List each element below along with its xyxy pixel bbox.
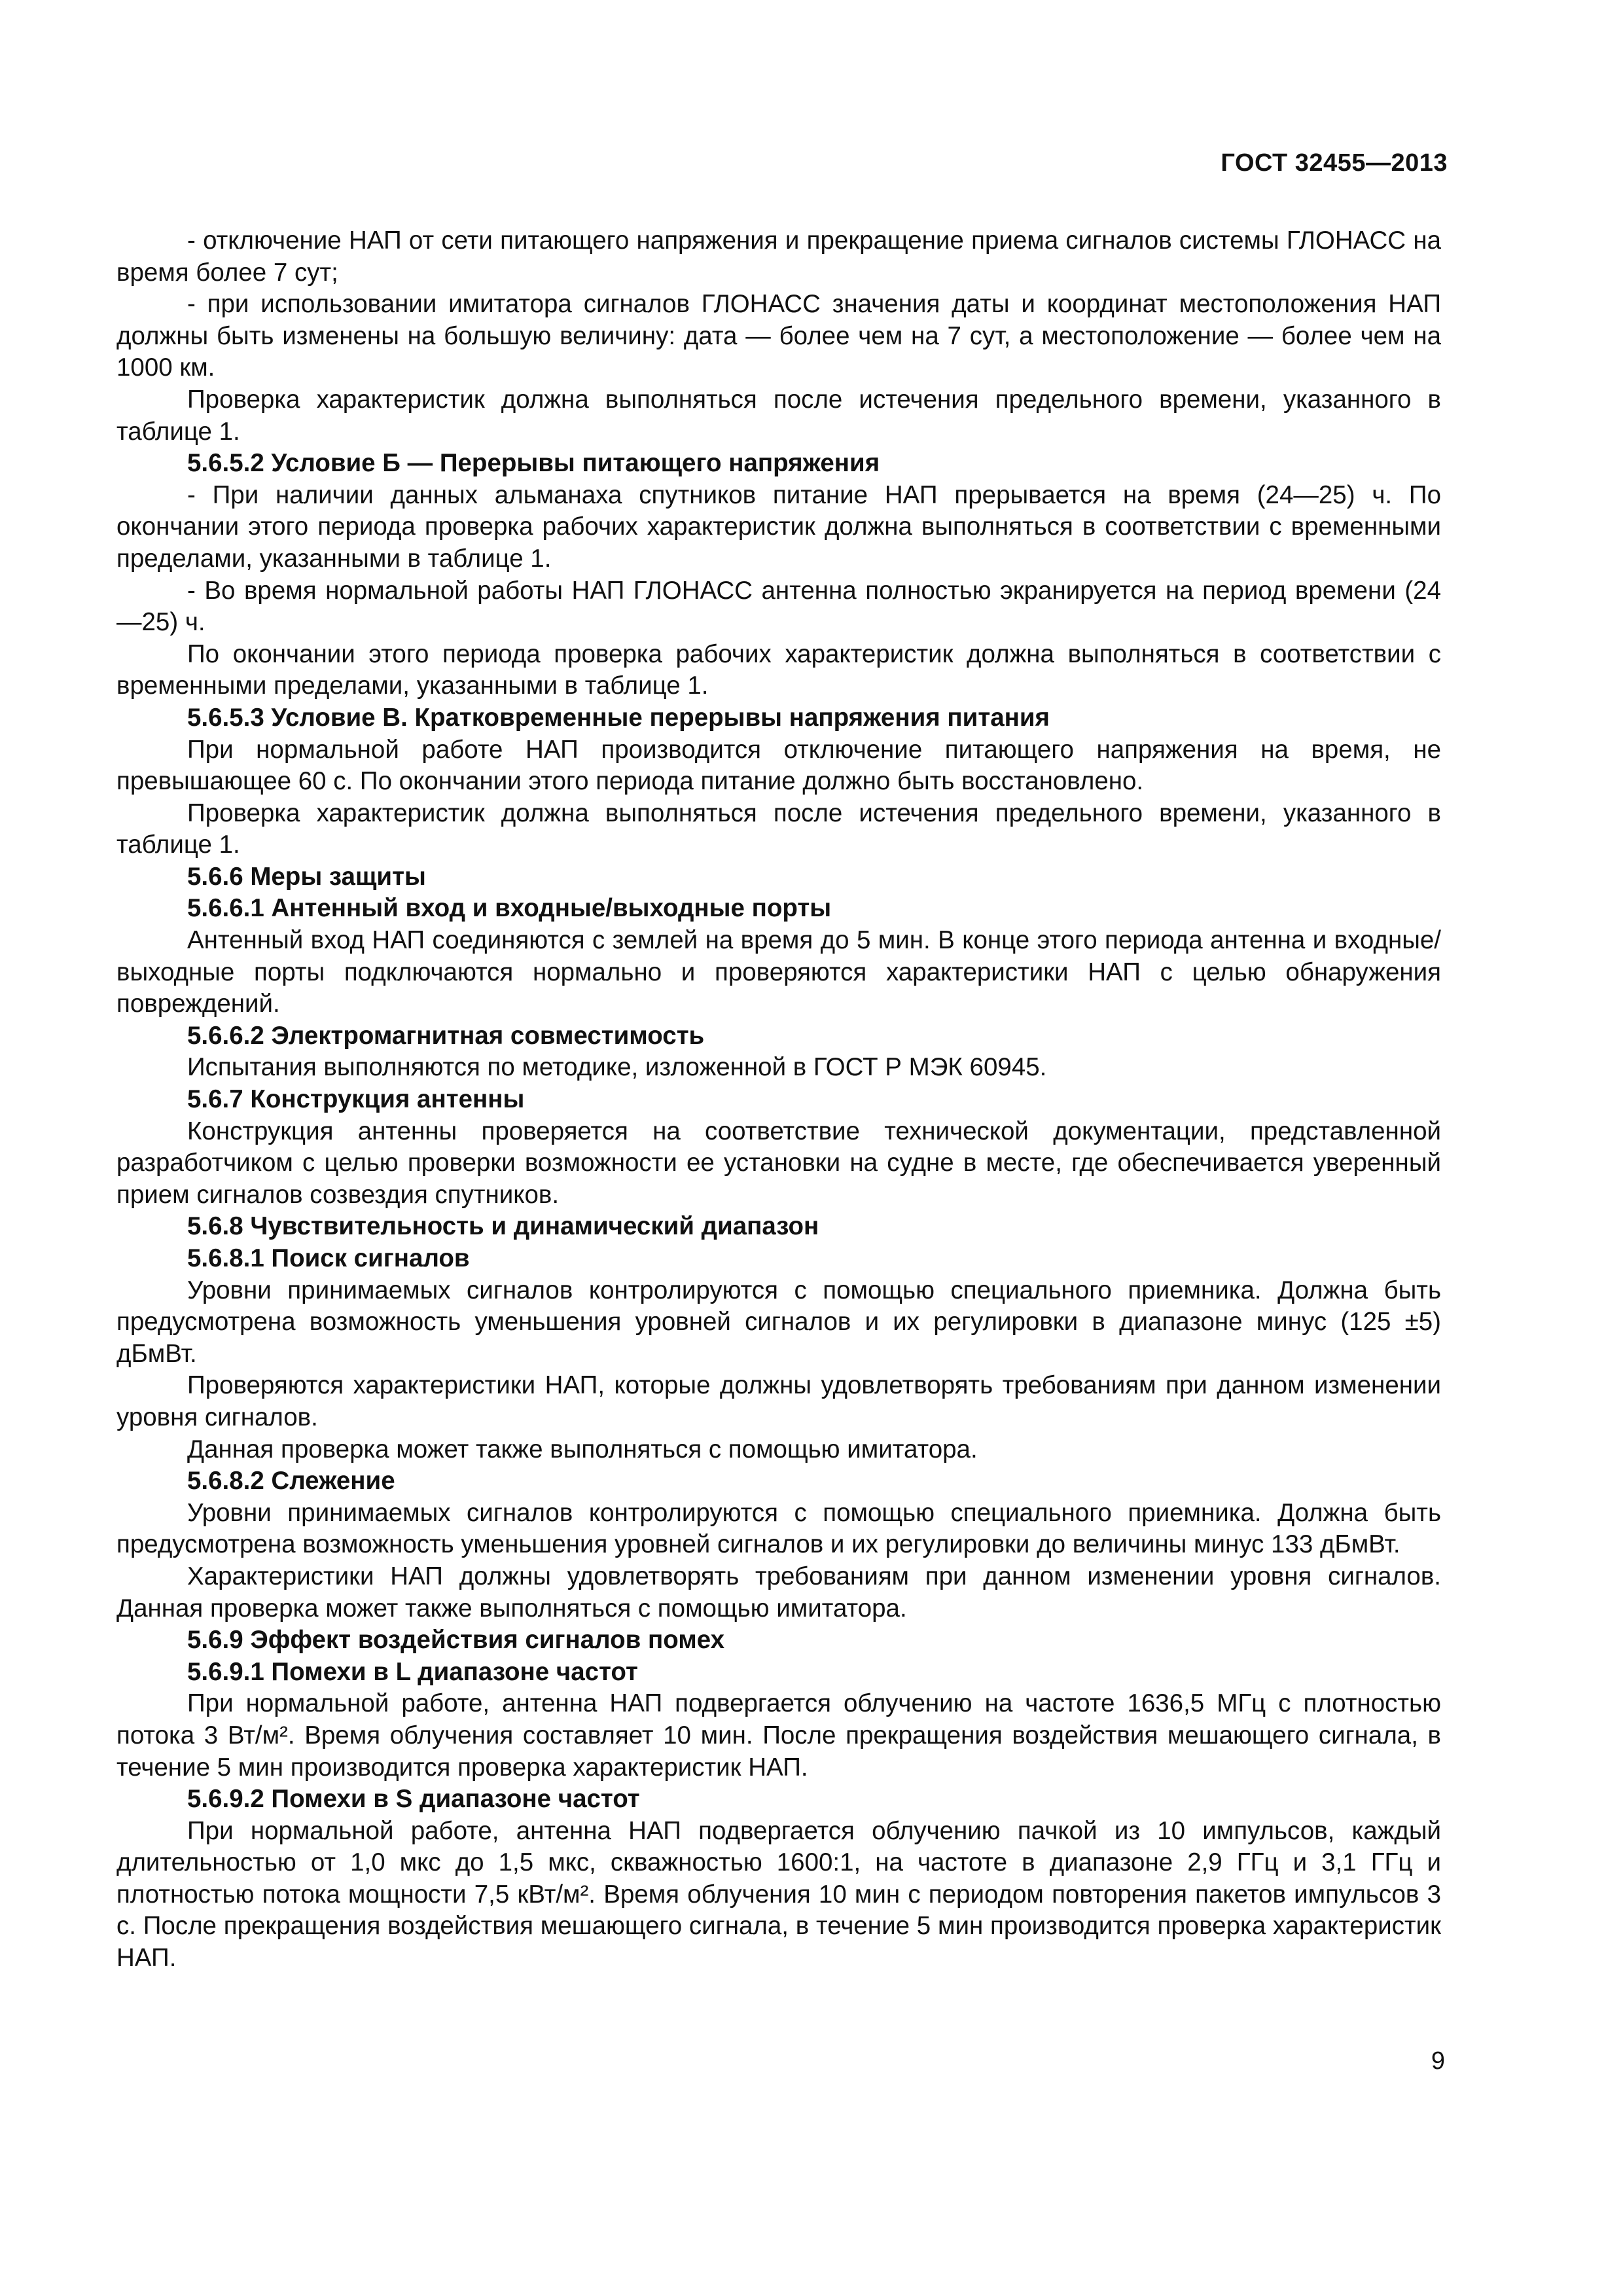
paragraph: Уровни принимаемых сигналов контролируются с помощью специального приемника. Должна быть предусмотрена возможность уменьшения уровней сигналов и их регулировки в диапазоне минус (125 ±5) дБмВт. <box>116 1276 1441 1368</box>
paragraph: Проверяются характеристики НАП, которые должны удовлетворять требованиям при данном изменении уровня сигналов. <box>116 1371 1441 1431</box>
document-body <box>116 225 1441 1975</box>
paragraph: Проверка характеристик должна выполняться после истечения предельного времени, указанного в таблице 1. <box>116 385 1441 446</box>
section-heading: 5.6.6.2 Электромагнитная совместимость <box>187 1021 705 1050</box>
section-heading: 5.6.9.2 Помехи в S диапазоне частот <box>187 1785 640 1814</box>
paragraph: Конструкция антенны проверяется на соответствие технической документации, представленной разработчиком с целью проверки возможности ее установки на судне в месте, где обеспечивается уверенный прием сигналов созвездия спутников. <box>116 1117 1441 1209</box>
paragraph: По окончании этого периода проверка рабочих характеристик должна выполняться в соответствии с временными пределами, указанными в таблице 1. <box>116 639 1441 700</box>
paragraph: - отключение НАП от сети питающего напряжения и прекращение приема сигналов системы ГЛОНАСС на время более 7 сут; <box>116 226 1441 287</box>
section-heading: 5.6.8.1 Поиск сигналов <box>187 1244 470 1272</box>
section-heading: 5.6.8 Чувствительность и динамический диапазон <box>187 1212 819 1241</box>
paragraph: Проверка характеристик должна выполняться после истечения предельного времени, указанного в таблице 1. <box>116 798 1441 859</box>
section-heading: 5.6.8.2 Слежение <box>187 1467 395 1496</box>
paragraph: - Во время нормальной работы НАП ГЛОНАСС антенна полностью экранируется на период времени (24—25) ч. <box>116 576 1441 637</box>
paragraph: При нормальной работе НАП производится отключение питающего напряжения на время, не превышающее 60 с. По окончании этого периода питание должно быть восстановлено. <box>116 735 1441 796</box>
section-heading: 5.6.5.3 Условие В. Кратковременные перерывы напряжения питания <box>187 703 1050 732</box>
section-heading: 5.6.6 Меры защиты <box>187 862 426 891</box>
paragraph: Характеристики НАП должны удовлетворять требованиям при данном изменении уровня сигналов. Данная проверка может также выполняться с помощью имитатора. <box>116 1562 1441 1623</box>
page-number: 9 <box>1431 2047 1445 2075</box>
paragraph: Уровни принимаемых сигналов контролируются с помощью специального приемника. Должна быть предусмотрена возможность уменьшения уровней сигналов и их регулировки до величины минус 133 дБмВт. <box>116 1498 1441 1559</box>
section-heading: 5.6.9.1 Помехи в L диапазоне частот <box>187 1657 638 1686</box>
paragraph: Антенный вход НАП соединяются с землей на время до 5 мин. В конце этого периода антенна и входные/выходные порты подключаются нормально и проверяются характеристики НАП с целью обнаружения повреждений. <box>116 926 1441 1018</box>
document-header: ГОСТ 32455—2013 <box>1221 149 1448 177</box>
section-heading: 5.6.9 Эффект воздействия сигналов помех <box>187 1626 725 1655</box>
paragraph: Данная проверка может также выполняться с помощью имитатора. <box>187 1435 978 1463</box>
paragraph: - При наличии данных альманаха спутников питание НАП прерывается на время (24—25) ч. По окончании этого периода проверка рабочих характеристик должна выполняться в соответствии с временными пределами, указанными в таблице 1. <box>116 480 1441 573</box>
section-heading: 5.6.5.2 Условие Б — Перерывы питающего напряжения <box>187 449 880 478</box>
paragraph: При нормальной работе, антенна НАП подвергается облучению на частоте 1636,5 МГц с плотностью потока 3 Вт/м². Время облучения составляет 10 мин. После прекращения воздействия мешающего сигнала, в течение 5 мин производится проверка характеристик НАП. <box>116 1689 1441 1782</box>
section-heading: 5.6.6.1 Антенный вход и входные/выходные порты <box>187 894 832 923</box>
paragraph: При нормальной работе, антенна НАП подвергается облучению пачкой из 10 импульсов, каждый длительностью от 1,0 мкс до 1,5 мкс, скважностью 1600:1, на частоте в диапазоне 2,9 ГГц и 3,1 ГГц и плотностью потока мощности 7,5 кВт/м². Время облучения 10 мин с периодом повторения пакетов импульсов 3 с. После прекращения воздействия мешающего сигнала, в течение 5 мин производится проверка характеристик НАП. <box>116 1816 1441 1973</box>
paragraph: - при использовании имитатора сигналов ГЛОНАСС значения даты и координат местоположения НАП должны быть изменены на большую величину: дата — более чем на 7 сут, а местоположение — более чем на 1000 км. <box>116 290 1441 382</box>
paragraph: Испытания выполняются по методике, изложенной в ГОСТ Р МЭК 60945. <box>187 1053 1047 1082</box>
section-heading: 5.6.7 Конструкция антенны <box>187 1085 525 1114</box>
